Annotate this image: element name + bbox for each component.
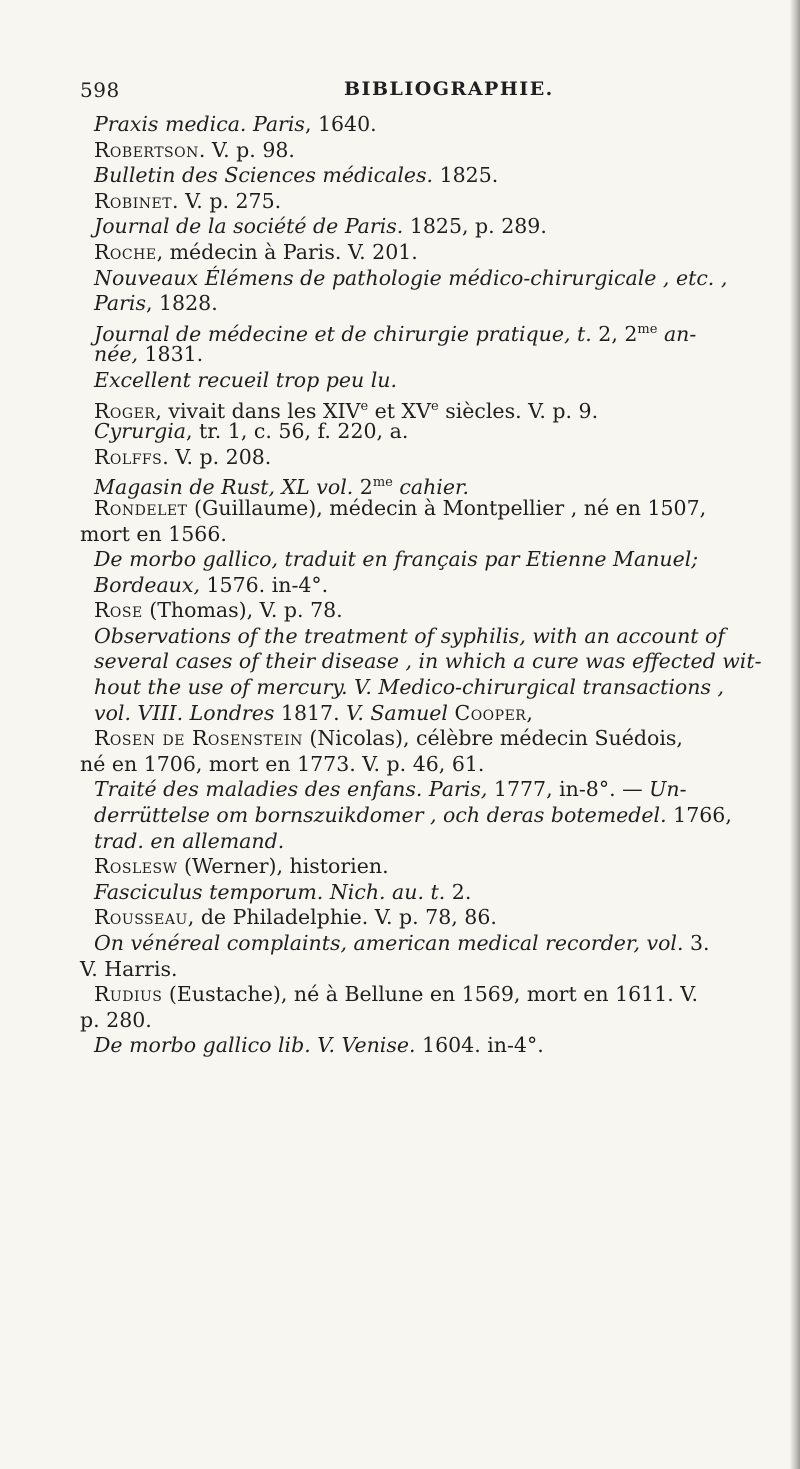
page-number: 598 — [80, 78, 120, 102]
text-segment: V. Harris. — [80, 956, 178, 981]
text-segment: On vénéreal complaints, american medical recorder, vol. — [94, 931, 684, 955]
text-segment: (Nicolas), célèbre médecin Suédois, — [302, 726, 683, 751]
text-segment: Rudius — [94, 982, 163, 1007]
text-line — [94, 701, 726, 727]
text-segment: 1831. — [137, 342, 204, 367]
text-segment: Excellent recueil trop peu lu. — [94, 367, 397, 392]
text-segment: me — [372, 475, 393, 491]
text-line — [94, 342, 726, 368]
text-line — [94, 163, 726, 189]
text-line — [94, 649, 762, 675]
text-segment: , vivait dans les XIV — [155, 398, 361, 423]
text-segment: (Werner), historien. — [177, 854, 389, 879]
text-segment: 1817. — [274, 700, 347, 725]
text-line — [94, 189, 726, 215]
text-line — [94, 726, 726, 752]
text-segment: Cooper — [454, 700, 527, 725]
text-segment: 1825, p. 289. — [403, 214, 547, 239]
text-segment: Bordeaux, — [94, 572, 200, 597]
text-line — [94, 368, 726, 394]
text-segment: me — [637, 321, 658, 337]
text-segment: Paris — [94, 291, 146, 316]
text-segment: . V. p. 208. — [162, 444, 272, 469]
text-segment: , tr. 1, c. 56, f. 220, a. — [185, 419, 409, 444]
text-line — [80, 752, 726, 778]
text-segment: Observations of the treatment of syphilis, with an account of — [94, 623, 725, 648]
page-edge-shadow — [790, 0, 800, 1469]
text-line — [94, 240, 726, 266]
text-segment: 1576. in-4°. — [199, 572, 329, 597]
text-segment: Roche — [94, 239, 157, 264]
text-segment: Rondelet — [94, 495, 188, 520]
text-segment: derrüttelse om bornszuikdomer , och deras botemedel. — [94, 803, 667, 828]
text-segment: 2 — [353, 475, 373, 500]
text-line — [80, 957, 726, 983]
text-line — [94, 880, 726, 906]
text-segment: Bulletin des Sciences médicales. — [94, 163, 434, 188]
text-line — [94, 982, 726, 1008]
text-line — [94, 317, 726, 346]
text-segment: Traité des maladies des enfans. Paris, — [94, 777, 488, 802]
running-title: BIBLIOGRAPHIE. — [344, 78, 554, 100]
text-line — [94, 573, 726, 599]
text-segment: 1766, — [666, 803, 732, 828]
text-line — [94, 496, 726, 522]
text-line — [94, 394, 726, 423]
text-segment: siècles. V. p. 9. — [438, 398, 599, 423]
text-segment: Rousseau — [94, 905, 188, 930]
text-line — [94, 854, 726, 880]
text-line — [94, 266, 726, 292]
text-line — [94, 547, 726, 573]
bibliography-entries — [80, 112, 762, 1059]
text-segment: 1604. in-4°. — [415, 1033, 544, 1058]
text-line — [94, 803, 732, 829]
text-line — [94, 1033, 726, 1059]
text-line — [94, 675, 726, 701]
text-segment: De morbo gallico, traduit en français par Etienne Manuel; — [94, 547, 699, 572]
text-segment: Robertson — [94, 137, 199, 162]
text-segment: (Thomas), V. p. 78. — [142, 598, 343, 623]
text-segment: e — [360, 398, 369, 414]
text-line — [94, 777, 726, 803]
text-segment: 2. — [445, 879, 472, 904]
text-segment: Journal de médecine et de chirurgie pratique, t. — [94, 321, 592, 346]
text-segment: an- — [657, 321, 697, 346]
text-segment: Journal de la société de Paris. — [94, 214, 404, 239]
text-line — [80, 522, 726, 548]
text-segment: Nouveaux Élémens de pathologie médico-chirurgicale , etc. , — [94, 265, 728, 290]
text-line — [94, 112, 726, 138]
text-segment: 2, 2 — [591, 321, 638, 346]
text-segment: 1777, in-8°. — — [487, 777, 650, 802]
text-segment: Roger — [94, 398, 156, 423]
text-segment: Un- — [649, 777, 687, 802]
text-segment: et XV — [368, 398, 431, 423]
text-line — [94, 470, 726, 500]
text-segment: 1825. — [433, 163, 499, 188]
text-segment: cahier. — [392, 475, 470, 500]
text-segment: , 1640. — [304, 112, 377, 136]
text-segment: V. Samuel — [346, 700, 448, 725]
text-line — [94, 829, 726, 855]
text-segment: née, — [94, 342, 138, 367]
text-segment: , — [526, 700, 533, 725]
text-segment: e — [430, 398, 439, 414]
text-segment: . V. p. 98. — [198, 137, 295, 162]
text-segment: hout the use of mercury. V. Medico-chirurgical transactions , — [94, 675, 725, 700]
text-segment: , médecin à Paris. V. 201. — [156, 239, 418, 264]
text-segment: 3. — [683, 931, 710, 955]
text-segment: Rose — [94, 598, 143, 623]
text-line — [94, 214, 726, 240]
text-segment: Cyrurgia — [94, 419, 186, 444]
text-line — [94, 624, 726, 650]
text-segment: several cases of their disease , in which a cure was effected wit- — [94, 649, 762, 674]
text-line — [94, 138, 726, 164]
text-segment: (Eustache), né à Bellune en 1569, mort en 1611. V. — [162, 982, 699, 1007]
text-segment: Robinet — [94, 188, 173, 213]
text-line — [94, 445, 726, 471]
text-segment: Rosen de Rosenstein — [94, 726, 303, 751]
text-segment: Roslesw — [94, 854, 178, 879]
text-line — [94, 905, 726, 931]
text-segment: Rolffs — [94, 444, 163, 469]
text-segment: (Guillaume), médecin à Montpellier , né en 1507, — [187, 495, 707, 520]
text-line — [94, 931, 726, 957]
text-segment: . V. p. 275. — [172, 188, 282, 213]
text-line — [94, 598, 726, 624]
text-segment: De morbo gallico lib. V. Venise. — [94, 1033, 416, 1058]
page-header — [80, 78, 720, 104]
text-line — [94, 419, 726, 445]
text-segment: , 1828. — [145, 291, 218, 316]
text-segment: vol. VIII. Londres — [94, 700, 275, 725]
text-segment: né en 1706, mort en 1773. V. p. 46, 61. — [80, 751, 485, 776]
text-line — [94, 291, 726, 317]
text-line — [80, 1008, 726, 1034]
text-segment: mort en 1566. — [80, 521, 227, 546]
text-segment: p. 280. — [80, 1007, 152, 1032]
text-segment: Fasciculus temporum. Nich. au. t. — [94, 879, 446, 904]
text-segment: , de Philadelphie. V. p. 78, 86. — [187, 905, 497, 930]
text-segment: trad. en allemand. — [94, 828, 285, 853]
text-segment: Praxis medica. Paris — [94, 112, 305, 136]
text-segment: Magasin de Rust, XL vol. — [94, 475, 354, 500]
